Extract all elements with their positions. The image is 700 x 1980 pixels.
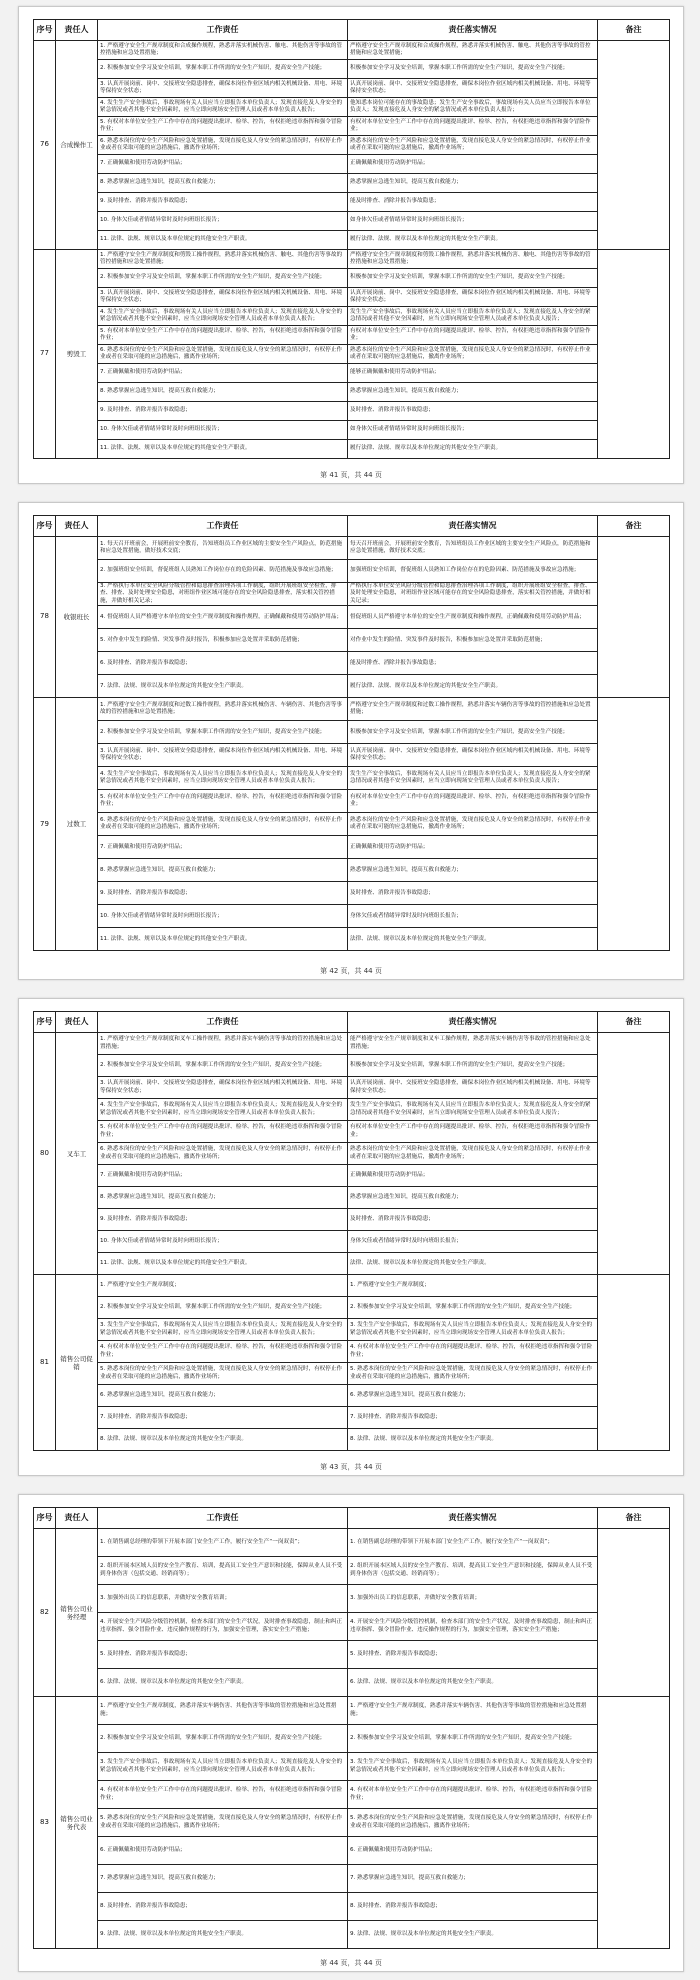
table-row <box>34 307 670 326</box>
implementation-cell: 发生生产安全事故后，事故现场有关人员应当立即报告本单位负责人；发现直接危及人身安全的紧急情况或者其他不安全因素时，应当立即向现场安全管理人员或者本单位负责人报告； <box>348 767 598 790</box>
implementation-cell: 认真开展岗前、岗中、交接班安全隐患排查，确保本岗位作业区域内相关机械设备、用电、环境等保持安全状态； <box>348 288 598 307</box>
implementation-cell: 2. 组织开展本区域人员的安全生产教育、培训，提高员工安全生产意识和技能，保障从业人员不受到身体伤害（包括交通、经销商等）； <box>348 1557 598 1585</box>
duty-cell: 4. 发生生产安全事故后，事故现场有关人员应当立即报告本单位负责人；发现直接危及人身安全的紧急情况或者其他不安全因素时，应当立即向现场安全管理人员或者本单位负责人报告； <box>98 98 348 117</box>
table-row <box>34 231 670 250</box>
duty-cell: 3. 发生生产安全事故后，事故现场有关人员应当立即报告本单位负责人；发现直接危及人身安全的紧急情况或者其他不安全因素时，应当立即向现场安全管理人员或者本单位负责人报告； <box>98 1753 348 1781</box>
table-row <box>34 1319 670 1341</box>
header-note: 备注 <box>598 1012 670 1033</box>
duty-cell: 10. 身体欠佳或者情绪异常时及时向班组长报告； <box>98 421 348 440</box>
remarks-cell <box>598 1033 670 1275</box>
table-header-row <box>34 20 670 41</box>
page-footer: 第 44 页，共 44 页 <box>320 1959 382 1967</box>
table-row <box>34 345 670 364</box>
duty-cell: 7. 正确佩戴和使用劳动防护用品； <box>98 1165 348 1187</box>
document-page <box>18 998 684 1476</box>
header-role: 责任人 <box>56 516 98 537</box>
implementation-cell: 8. 及时排查、消除并报告事故隐患； <box>348 1893 598 1921</box>
duty-cell: 7. 熟悉掌握应急逃生知识，提高互救自救能力； <box>98 1865 348 1893</box>
duty-cell: 3. 严格执行本单位安全风险分级管控和隐患排查治理各项工作制度，组织开展班组安全检查，排查、排查、及时处理安全隐患，对班组作业区域可能存在的安全风险隐患排查，落实相关管控措施，并做好相关记录； <box>98 583 348 606</box>
table-row <box>34 583 670 606</box>
document-page <box>18 1494 684 1972</box>
row-number: 83 <box>34 1697 56 1949</box>
implementation-cell: 法律、法规、规章以及本单位规定的其他安全生产职责。 <box>348 928 598 951</box>
implementation-cell: 认真开展岗前、岗中、交接班安全隐患排查，确保本岗位作业区域内相关机械设备、用电、环境等保持安全状态； <box>348 1077 598 1099</box>
duty-cell: 1. 严格遵守安全生产规章制度，熟悉并落实车辆伤害、其他伤害等事故的管控措施和应急处置措施； <box>98 1697 348 1725</box>
implementation-cell: 7. 及时排查、消除并报告事故隐患； <box>348 1407 598 1429</box>
table-row <box>34 174 670 193</box>
duty-cell: 2. 积极参加安全学习及安全培训，掌握本职工作所需的安全生产知识，提高安全生产技能； <box>98 269 348 288</box>
duty-cell: 6. 熟悉本岗位的安全生产风险和应急处置措施，发现直接危及人身安全的紧急情况时，有权停止作业或者在采取可能的应急措施后，撤离作业场所； <box>98 136 348 155</box>
implementation-cell: 正确佩戴和使用劳动防护用品； <box>348 1165 598 1187</box>
table-row <box>34 1641 670 1669</box>
implementation-cell: 能及时排查、消除并报告事故隐患； <box>348 193 598 212</box>
duty-cell: 1. 严格遵守安全生产规章制度和合成操作规程，熟悉并落实机械伤害、触电、其他伤害等事故的管控措施和应急处置措施； <box>98 41 348 60</box>
responsibility-table <box>33 1011 670 1451</box>
header-role: 责任人 <box>56 1508 98 1529</box>
table-header-row <box>34 1508 670 1529</box>
implementation-cell: 及时排查、消除并报告事故隐患； <box>348 1209 598 1231</box>
implementation-cell: 5. 熟悉本岗位的安全生产风险和应急处置措施，发现直接危及人身安全的紧急情况时，有权停止作业或者在采取可能的应急措施后，撤离作业场所； <box>348 1363 598 1385</box>
duty-cell: 9. 及时排查、消除并报告事故隐患； <box>98 882 348 905</box>
implementation-cell: 1. 严格遵守安全生产规章制度； <box>348 1275 598 1297</box>
table-row <box>34 836 670 859</box>
implementation-cell: 熟悉掌握应急逃生知识，提高互救自救能力； <box>348 174 598 193</box>
implementation-cell: 认真开展岗前、岗中、交接班安全隐患排查，确保本岗位作业区域内相关机械设备、用电、环境等保持安全状态； <box>348 79 598 98</box>
table-row <box>34 1077 670 1099</box>
duty-cell: 2. 组织开展本区域人员的安全生产教育、培训，提高员工安全生产意识和技能，保障从业人员不受到身体伤害（包括交通、经销商等）； <box>98 1557 348 1585</box>
table-row <box>34 905 670 928</box>
duty-cell: 4. 有权对本单位安全生产工作中存在的问题提出批评、检举、控告，有权拒绝违章指挥和强令冒险作业； <box>98 1341 348 1363</box>
row-number: 78 <box>34 537 56 698</box>
duty-cell: 5. 对作业中发生的险情、突发事件及时报告，积极参加应急处置并采取防范措施； <box>98 629 348 652</box>
table-row <box>34 560 670 583</box>
duty-cell: 5. 及时排查、消除并报告事故隐患； <box>98 1641 348 1669</box>
implementation-cell: 3. 发生生产安全事故后，事故现场有关人员应当立即报告本单位负责人；发现直接危及人身安全的紧急情况或者其他不安全因素时，应当立即向现场安全管理人员或者本单位负责人报告； <box>348 1753 598 1781</box>
table-row <box>34 606 670 629</box>
table-row <box>34 250 670 269</box>
table-row <box>34 193 670 212</box>
table-row <box>34 1837 670 1865</box>
table-row <box>34 1613 670 1641</box>
duty-cell: 8. 熟悉掌握应急逃生知识，提高互救自救能力； <box>98 1187 348 1209</box>
table-row <box>34 1809 670 1837</box>
implementation-cell: 4. 开展安全生产风险分级管控机制，检查本部门的安全生产状况，及时排查事故隐患，制止和纠正违章指挥、强令冒险作业、违反操作规程的行为，加强安全管理，落实安全生产措施； <box>348 1613 598 1641</box>
table-row <box>34 269 670 288</box>
implementation-cell: 严格执行本单位安全风险分级管控和隐患排查治理各项工作制度，组织开展班组安全检查，排查、及时处理安全隐患，对班组作业区域可能存在的安全风险隐患排查，落实相关管控措施，并做好相关记录； <box>348 583 598 606</box>
duty-cell: 1. 严格遵守安全生产规章制度和过数工操作规程，熟悉并落实机械伤害、车辆伤害、其他伤害等事故的管控措施和应急处置措施； <box>98 698 348 721</box>
table-row <box>34 1121 670 1143</box>
implementation-cell: 有权对本单位安全生产工作中存在的问题提出批评、检举、控告，有权拒绝违章指挥和强令冒险作业； <box>348 326 598 345</box>
implementation-cell: 每天召开班前会，开展班前安全教育，告知班组员工作业区域的主要安全生产风险点，防范措施和应急处置措施，做好技术交底； <box>348 537 598 560</box>
implementation-cell: 如身体欠佳或者情绪异常时及时向班组长报告； <box>348 421 598 440</box>
table-row <box>34 1033 670 1055</box>
duty-cell: 9. 及时排查、消除并报告事故隐患； <box>98 402 348 421</box>
duty-cell: 7. 及时排查、消除并报告事故隐患； <box>98 1407 348 1429</box>
implementation-cell: 积极参加安全学习及安全培训，掌握本职工作所需的安全生产知识，提高安全生产技能； <box>348 269 598 288</box>
header-no: 序号 <box>34 1012 56 1033</box>
responsibility-table <box>33 515 670 951</box>
table-row <box>34 136 670 155</box>
duty-cell: 10. 身体欠佳或者情绪异常时及时向班组长报告； <box>98 905 348 928</box>
table-row <box>34 1753 670 1781</box>
table-row <box>34 767 670 790</box>
responsible-person: 销售公司促销 <box>56 1275 98 1451</box>
implementation-cell: 6. 正确佩戴和使用劳动防护用品； <box>348 1837 598 1865</box>
implementation-cell: 对作业中发生的险情、突发事件及时报告，积极参加应急处置并采取防范措施； <box>348 629 598 652</box>
implementation-cell: 履行法律、法规、规章以及本单位规定的其他安全生产职责。 <box>348 675 598 698</box>
table-row <box>34 652 670 675</box>
implementation-cell: 1. 严格遵守安全生产规章制度，熟悉并落实车辆伤害、其他伤害等事故的管控措施和应急处置措施； <box>348 1697 598 1725</box>
header-duty: 工作责任 <box>98 1012 348 1033</box>
implementation-cell: 5. 及时排查、消除并报告事故隐患； <box>348 1641 598 1669</box>
duty-cell: 5. 有权对本单位安全生产工作中存在的问题提出批评、检举、控告，有权拒绝违章指挥和强令冒险作业； <box>98 1121 348 1143</box>
duty-cell: 3. 认真开展岗前、岗中、交接班安全隐患排查，确保本岗位作业区域内相关机械设备、用电、环境等保持安全状态； <box>98 79 348 98</box>
duty-cell: 4. 开展安全生产风险分级管控机制，检查本部门的安全生产状况，及时排查事故隐患，制止和纠正违章指挥、强令冒险作业、违反操作规程的行为，加强安全管理，落实安全生产措施； <box>98 1613 348 1641</box>
table-row <box>34 882 670 905</box>
implementation-cell: 熟悉掌握应急逃生知识，提高互救自救能力； <box>348 859 598 882</box>
table-row <box>34 1585 670 1613</box>
table-row <box>34 1921 670 1949</box>
implementation-cell: 熟悉本岗位的安全生产风险和应急处置措施，发现直接危及人身安全的紧急情况时，有权停止作业或者在采取可能的应急措施后，撤离作业场所； <box>348 813 598 836</box>
implementation-cell: 他知悉本岗位可能存在的事故隐患；发生生产安全事故后，事故现场有关人员应当立即报告本单位负责人；发现直接危及人身安全的紧急情况或者本单位负责人报告； <box>348 98 598 117</box>
header-role: 责任人 <box>56 20 98 41</box>
duty-cell: 5. 熟悉本岗位的安全生产风险和应急处置措施，发现直接危及人身安全的紧急情况时，有权停止作业或者在采取可能的应急措施后，撤离作业场所； <box>98 1363 348 1385</box>
header-impl: 责任落实情况 <box>348 1012 598 1033</box>
duty-cell: 4. 发生生产安全事故后，事故现场有关人员应当立即报告本单位负责人；发现直接危及人身安全的紧急情况或者其他不安全因素时，应当立即向现场安全管理人员或者本单位负责人报告； <box>98 307 348 326</box>
implementation-cell: 8. 法律、法规、规章以及本单位规定的其他安全生产职责。 <box>348 1429 598 1451</box>
duty-cell: 3. 发生生产安全事故后，事故现场有关人员应当立即报告本单位负责人；发现直接危及人身安全的紧急情况或者其他不安全因素时，应当立即向现场安全管理人员或者本单位负责人报告； <box>98 1319 348 1341</box>
table-row <box>34 859 670 882</box>
document-page <box>18 6 684 484</box>
table-header-row <box>34 516 670 537</box>
table-row <box>34 383 670 402</box>
implementation-cell: 能及时排查、消除并报告事故隐患； <box>348 652 598 675</box>
table-row <box>34 326 670 345</box>
table-row <box>34 60 670 79</box>
duty-cell: 5. 有权对本单位安全生产工作中存在的问题提出批评、检举、控告，有权拒绝违章指挥和强令冒险作业； <box>98 790 348 813</box>
duty-cell: 4. 发生生产安全事故后，事故现场有关人员应当立即报告本单位负责人；发现直接危及人身安全的紧急情况或者其他不安全因素时，应当立即向现场安全管理人员或者本单位负责人报告； <box>98 767 348 790</box>
remarks-cell <box>598 1529 670 1697</box>
duty-cell: 5. 有权对本单位安全生产工作中存在的问题提出批评、检举、控告，有权拒绝违章指挥和强令冒险作业； <box>98 117 348 136</box>
table-row <box>34 1143 670 1165</box>
duty-cell: 1. 严格遵守安全生产规章制度和叉车工操作规程，熟悉并落实车辆伤害等事故的管控措施和应急处置措施； <box>98 1033 348 1055</box>
duty-cell: 3. 认真开展岗前、岗中、交接班安全隐患排查，确保本岗位作业区域内相关机械设备、用电、环境等保持安全状态； <box>98 288 348 307</box>
duty-cell: 2. 积极参加安全学习及安全培训，掌握本职工作所需的安全生产知识，提高安全生产技能； <box>98 1055 348 1077</box>
duty-cell: 4. 发生生产安全事故后，事故现场有关人员应当立即报告本单位负责人；发现直接危及人身安全的紧急情况或者其他不安全因素时，应当立即向现场安全管理人员或者本单位负责人报告； <box>98 1099 348 1121</box>
table-row <box>34 675 670 698</box>
header-impl: 责任落实情况 <box>348 20 598 41</box>
responsible-person: 叉车工 <box>56 1033 98 1275</box>
duty-cell: 6. 正确佩戴和使用劳动防护用品； <box>98 1837 348 1865</box>
implementation-cell: 7. 熟悉掌握应急逃生知识，提高互救自救能力； <box>348 1865 598 1893</box>
implementation-cell: 积极参加安全学习及安全培训，掌握本职工作所需的安全生产知识，提高安全生产技能； <box>348 60 598 79</box>
duty-cell: 9. 及时排查、消除并报告事故隐患； <box>98 193 348 212</box>
implementation-cell: 认真开展岗前、岗中、交接班安全隐患排查，确保本岗位作业区域内相关机械设备、用电、环境等保持安全状态； <box>348 744 598 767</box>
table-row <box>34 1697 670 1725</box>
table-row <box>34 1275 670 1297</box>
duty-cell: 10. 身体欠佳或者情绪异常时及时向班组长报告； <box>98 1231 348 1253</box>
implementation-cell: 能严格遵守安全生产规章制度和叉车工操作规程，熟悉并落实车辆伤害等事故的管控措施和应急处置措施； <box>348 1033 598 1055</box>
table-row <box>34 79 670 98</box>
implementation-cell: 发生生产安全事故后，事故现场有关人员应当立即报告本单位负责人；发现直接危及人身安全的紧急情况或者其他不安全因素时，应当立即向现场安全管理人员或者本单位负责人报告； <box>348 1099 598 1121</box>
duty-cell: 11. 法律、法规、规章以及本单位规定的其他安全生产职责。 <box>98 928 348 951</box>
implementation-cell: 法律、法规、规章以及本单位规定的其他安全生产职责。 <box>348 1253 598 1275</box>
implementation-cell: 履行法律、法规、规章以及本单位规定的其他安全生产职责。 <box>348 440 598 459</box>
table-row <box>34 1231 670 1253</box>
header-no: 序号 <box>34 20 56 41</box>
responsible-person: 收银班长 <box>56 537 98 698</box>
duty-cell: 8. 熟悉掌握应急逃生知识，提高互救自救能力； <box>98 174 348 193</box>
table-row <box>34 790 670 813</box>
header-impl: 责任落实情况 <box>348 516 598 537</box>
duty-cell: 9. 法律、法规、规章以及本单位规定的其他安全生产职责。 <box>98 1921 348 1949</box>
table-row <box>34 1187 670 1209</box>
implementation-cell: 及时排查、消除并报告事故隐患； <box>348 882 598 905</box>
header-role: 责任人 <box>56 1012 98 1033</box>
table-row <box>34 1429 670 1451</box>
header-note: 备注 <box>598 20 670 41</box>
duty-cell: 1. 在销售副总经理的带领下开展本部门安全生产工作，履行安全生产“一岗双责”； <box>98 1529 348 1557</box>
table-row <box>34 1781 670 1809</box>
implementation-cell: 身体欠佳或者情绪异常时及时向班组长报告； <box>348 1231 598 1253</box>
implementation-cell: 能够正确佩戴和使用劳动防护用品； <box>348 364 598 383</box>
table-row <box>34 421 670 440</box>
implementation-cell: 6. 熟悉掌握应急逃生知识，提高互救自救能力； <box>348 1385 598 1407</box>
responsible-person: 合成操作工 <box>56 41 98 250</box>
responsible-person: 过数工 <box>56 698 98 951</box>
duty-cell: 4. 督促班组人员严格遵守本单位的安全生产规章制度和操作规程，正确佩戴和使用劳动防护用品； <box>98 606 348 629</box>
duty-cell: 6. 熟悉本岗位的安全生产风险和应急处置措施，发现直接危及人身安全的紧急情况时，有权停止作业或者在采取可能的应急措施后，撤离作业场所； <box>98 1143 348 1165</box>
remarks-cell <box>598 537 670 698</box>
table-row <box>34 1253 670 1275</box>
implementation-cell: 4. 有权对本单位安全生产工作中存在的问题提出批评、检举、控告，有权拒绝违章指挥和强令冒险作业； <box>348 1341 598 1363</box>
duty-cell: 6. 法律、法规、规章以及本单位规定的其他安全生产职责。 <box>98 1669 348 1697</box>
table-row <box>34 155 670 174</box>
table-row <box>34 1099 670 1121</box>
duty-cell: 11. 法律、法规、规章以及本单位规定的其他安全生产职责。 <box>98 440 348 459</box>
header-note: 备注 <box>598 1508 670 1529</box>
table-row <box>34 1865 670 1893</box>
implementation-cell: 如身体欠佳或者情绪异常时及时向班组长报告； <box>348 212 598 231</box>
remarks-cell <box>598 1697 670 1949</box>
table-row <box>34 1385 670 1407</box>
header-no: 序号 <box>34 516 56 537</box>
duty-cell: 6. 熟悉本岗位的安全生产风险和应急处置措施，发现直接危及人身安全的紧急情况时，有权停止作业或者在采取可能的应急措施后，撤离作业场所； <box>98 345 348 364</box>
table-row <box>34 1341 670 1363</box>
implementation-cell: 严格遵守安全生产规章制度和过数工操作规程，熟悉并落实车辆伤害等事故的管控措施和应急处置措施； <box>348 698 598 721</box>
row-number: 80 <box>34 1033 56 1275</box>
remarks-cell <box>598 41 670 250</box>
implementation-cell: 4. 有权对本单位安全生产工作中存在的问题提出批评、检举、控告，有权拒绝违章指挥和强令冒险作业； <box>348 1781 598 1809</box>
page-footer: 第 42 页，共 44 页 <box>320 967 382 975</box>
table-row <box>34 698 670 721</box>
header-duty: 工作责任 <box>98 516 348 537</box>
page-footer: 第 43 页，共 44 页 <box>320 1463 382 1471</box>
implementation-cell: 正确佩戴和使用劳动防护用品； <box>348 836 598 859</box>
table-header-row <box>34 1012 670 1033</box>
remarks-cell <box>598 698 670 951</box>
implementation-cell: 6. 法律、法规、规章以及本单位规定的其他安全生产职责。 <box>348 1669 598 1697</box>
implementation-cell: 9. 法律、法规、规章以及本单位规定的其他安全生产职责。 <box>348 1921 598 1949</box>
duty-cell: 2. 积极参加安全学习及安全培训，掌握本职工作所需的安全生产知识，提高安全生产技能； <box>98 1297 348 1319</box>
implementation-cell: 及时排查、消除并报告事故隐患； <box>348 402 598 421</box>
duty-cell: 6. 熟悉本岗位的安全生产风险和应急处置措施，发现直接危及人身安全的紧急情况时，有权停止作业或者在采取可能的应急措施后，撤离作业场所； <box>98 813 348 836</box>
duty-cell: 1. 每天召开班前会，开展班前安全教育，告知班组员工作业区域的主要安全生产风险点，防范措施和应急处置措施，做好技术交底； <box>98 537 348 560</box>
table-row <box>34 1669 670 1697</box>
table-row <box>34 98 670 117</box>
implementation-cell: 发生生产安全事故后，事故现场有关人员应当立即报告本单位负责人；发现直接危及人身安全的紧急情况或者其他不安全因素时，应当立即向现场安全管理人员或者本单位负责人报告； <box>348 307 598 326</box>
implementation-cell: 熟悉本岗位的安全生产风险和应急处置措施，发现直接危及人身安全的紧急情况时，有权停止作业或者在采取可能的应急措施后，撤离作业场所； <box>348 136 598 155</box>
table-row <box>34 440 670 459</box>
duty-cell: 8. 法律、法规、规章以及本单位规定的其他安全生产职责。 <box>98 1429 348 1451</box>
table-row <box>34 537 670 560</box>
duty-cell: 9. 及时排查、消除并报告事故隐患； <box>98 1209 348 1231</box>
responsible-person: 剪毁工 <box>56 250 98 459</box>
header-no: 序号 <box>34 1508 56 1529</box>
responsibility-table <box>33 1507 670 1949</box>
implementation-cell: 督促班组人员严格遵守本单位的安全生产规章制度和操作规程，正确佩戴和使用劳动防护用品； <box>348 606 598 629</box>
implementation-cell: 有权对本单位安全生产工作中存在的问题提出批评、检举、控告，有权拒绝违章指挥和强令冒险作业； <box>348 1121 598 1143</box>
table-row <box>34 364 670 383</box>
row-number: 76 <box>34 41 56 250</box>
table-row <box>34 721 670 744</box>
table-row <box>34 813 670 836</box>
implementation-cell: 熟悉掌握应急逃生知识，提高互救自救能力； <box>348 383 598 402</box>
duty-cell: 7. 正确佩戴和使用劳动防护用品； <box>98 364 348 383</box>
table-row <box>34 1725 670 1753</box>
duty-cell: 6. 及时排查、消除并报告事故隐患； <box>98 652 348 675</box>
row-number: 77 <box>34 250 56 459</box>
document-page <box>18 502 684 980</box>
duty-cell: 3. 加强外出员工的信息联系，并做好安全教育培训； <box>98 1585 348 1613</box>
header-duty: 工作责任 <box>98 20 348 41</box>
duty-cell: 5. 熟悉本岗位的安全生产风险和应急处置措施，发现直接危及人身安全的紧急情况时，有权停止作业或者在采取可能的应急措施后，撤离作业场所； <box>98 1809 348 1837</box>
duty-cell: 7. 法律、法规、规章以及本单位规定的其他安全生产职责。 <box>98 675 348 698</box>
duty-cell: 2. 加强班组安全培训，督促班组人员熟知工作岗位存在的危险因素、防范措施及事故应急措施； <box>98 560 348 583</box>
remarks-cell <box>598 250 670 459</box>
implementation-cell: 积极参加安全学习及安全培训，掌握本职工作所需的安全生产知识，提高安全生产技能； <box>348 1055 598 1077</box>
duty-cell: 11. 法律、法规、规章以及本单位规定的其他安全生产职责。 <box>98 1253 348 1275</box>
duty-cell: 2. 积极参加安全学习及安全培训，掌握本职工作所需的安全生产知识，提高安全生产技能； <box>98 1725 348 1753</box>
row-number: 82 <box>34 1529 56 1697</box>
duty-cell: 7. 正确佩戴和使用劳动防护用品； <box>98 836 348 859</box>
duty-cell: 2. 积极参加安全学习及安全培训，掌握本职工作所需的安全生产知识，提高安全生产技能； <box>98 60 348 79</box>
table-row <box>34 744 670 767</box>
table-row <box>34 1297 670 1319</box>
duty-cell: 4. 有权对本单位安全生产工作中存在的问题提出批评、检举、控告，有权拒绝违章指挥和强令冒险作业； <box>98 1781 348 1809</box>
responsibility-table <box>33 19 670 459</box>
implementation-cell: 3. 加强外出员工的信息联系，并做好安全教育培训； <box>348 1585 598 1613</box>
duty-cell: 8. 熟悉掌握应急逃生知识，提高互救自救能力； <box>98 383 348 402</box>
table-row <box>34 1209 670 1231</box>
table-row <box>34 117 670 136</box>
table-row <box>34 1557 670 1585</box>
implementation-cell: 有权对本单位安全生产工作中存在的问题提出批评、检举、控告，有权拒绝违章指挥和强令冒险作业； <box>348 117 598 136</box>
duty-cell: 11. 法律、法规、规章以及本单位规定的其他安全生产职责。 <box>98 231 348 250</box>
implementation-cell: 严格遵守安全生产规章制度和剪毁工操作规程，熟悉并落实机械伤害、触电、其他伤害等事故的管控措施和应急处置措施； <box>348 250 598 269</box>
implementation-cell: 积极参加安全学习及安全培训，掌握本职工作所需的安全生产知识，提高安全生产技能； <box>348 721 598 744</box>
page-footer: 第 41 页，共 44 页 <box>320 471 382 479</box>
duty-cell: 8. 及时排查、消除并报告事故隐患； <box>98 1893 348 1921</box>
header-note: 备注 <box>598 516 670 537</box>
table-row <box>34 1529 670 1557</box>
implementation-cell: 熟悉掌握应急逃生知识，提高互救自救能力； <box>348 1187 598 1209</box>
duty-cell: 1. 严格遵守安全生产规章制度； <box>98 1275 348 1297</box>
responsible-person: 销售公司业务代表 <box>56 1697 98 1949</box>
implementation-cell: 履行法律、法规、规章以及本单位规定的其他安全生产职责。 <box>348 231 598 250</box>
row-number: 79 <box>34 698 56 951</box>
implementation-cell: 熟悉本岗位的安全生产风险和应急处置措施，发现直接危及人身安全的紧急情况时，有权停止作业或者在采取可能的应急措施后，撤离作业场所； <box>348 1143 598 1165</box>
duty-cell: 8. 熟悉掌握应急逃生知识，提高互救自救能力； <box>98 859 348 882</box>
table-row <box>34 928 670 951</box>
table-row <box>34 1363 670 1385</box>
implementation-cell: 5. 熟悉本岗位的安全生产风险和应急处置措施，发现直接危及人身安全的紧急情况时，有权停止作业或者在采取可能的应急措施后，撤离作业场所； <box>348 1809 598 1837</box>
remarks-cell <box>598 1275 670 1451</box>
implementation-cell: 1. 在销售副总经理的带领下开展本部门安全生产工作，履行安全生产“一岗双责”； <box>348 1529 598 1557</box>
row-number: 81 <box>34 1275 56 1451</box>
implementation-cell: 加强班组安全培训，督促班组人员熟知工作岗位存在的危险因素、防范措施及事故应急措施； <box>348 560 598 583</box>
implementation-cell: 2. 积极参加安全学习及安全培训，掌握本职工作所需的安全生产知识，提高安全生产技能； <box>348 1725 598 1753</box>
table-row <box>34 1893 670 1921</box>
duty-cell: 7. 正确佩戴和使用劳动防护用品； <box>98 155 348 174</box>
implementation-cell: 正确佩戴和使用劳动防护用品； <box>348 155 598 174</box>
table-row <box>34 41 670 60</box>
duty-cell: 6. 熟悉掌握应急逃生知识，提高互救自救能力； <box>98 1385 348 1407</box>
table-row <box>34 288 670 307</box>
duty-cell: 5. 有权对本单位安全生产工作中存在的问题提出批评、检举、控告，有权拒绝违章指挥和强令冒险作业； <box>98 326 348 345</box>
duty-cell: 10. 身体欠佳或者情绪异常时及时向班组长报告； <box>98 212 348 231</box>
implementation-cell: 熟悉本岗位的安全生产风险和应急处置措施，发现直接危及人身安全的紧急情况时，有权停止作业或者在采取可能的应急措施后，撤离作业场所； <box>348 345 598 364</box>
table-row <box>34 1055 670 1077</box>
implementation-cell: 有权对本单位安全生产工作中存在的问题提出批评、检举、控告，有权拒绝违章指挥和强令冒险作业； <box>348 790 598 813</box>
implementation-cell: 2. 积极参加安全学习及安全培训，掌握本职工作所需的安全生产知识，提高安全生产技能； <box>348 1297 598 1319</box>
table-row <box>34 402 670 421</box>
table-row <box>34 1165 670 1187</box>
implementation-cell: 3. 发生生产安全事故后，事故现场有关人员应当立即报告本单位负责人；发现直接危及人身安全的紧急情况或者其他不安全因素时，应当立即向现场安全管理人员或者本单位负责人报告； <box>348 1319 598 1341</box>
table-row <box>34 212 670 231</box>
table-row <box>34 629 670 652</box>
responsible-person: 销售公司业务经理 <box>56 1529 98 1697</box>
duty-cell: 3. 认真开展岗前、岗中、交接班安全隐患排查，确保本岗位作业区域内相关机械设备、用电、环境等保持安全状态； <box>98 744 348 767</box>
duty-cell: 3. 认真开展岗前、岗中、交接班安全隐患排查，确保本岗位作业区域内相关机械设备、用电、环境等保持安全状态； <box>98 1077 348 1099</box>
duty-cell: 2. 积极参加安全学习及安全培训，掌握本职工作所需的安全生产知识，提高安全生产技能； <box>98 721 348 744</box>
duty-cell: 1. 严格遵守安全生产规章制度和剪毁工操作规程，熟悉并落实机械伤害、触电、其他伤害等事故的管控措施和应急处置措施； <box>98 250 348 269</box>
header-duty: 工作责任 <box>98 1508 348 1529</box>
table-row <box>34 1407 670 1429</box>
header-impl: 责任落实情况 <box>348 1508 598 1529</box>
implementation-cell: 严格遵守安全生产规章制度和合成操作规程，熟悉并落实机械伤害、触电、其他伤害等事故的管控措施和应急处置措施； <box>348 41 598 60</box>
implementation-cell: 身体欠佳或者情绪异常时及时向班组长报告； <box>348 905 598 928</box>
